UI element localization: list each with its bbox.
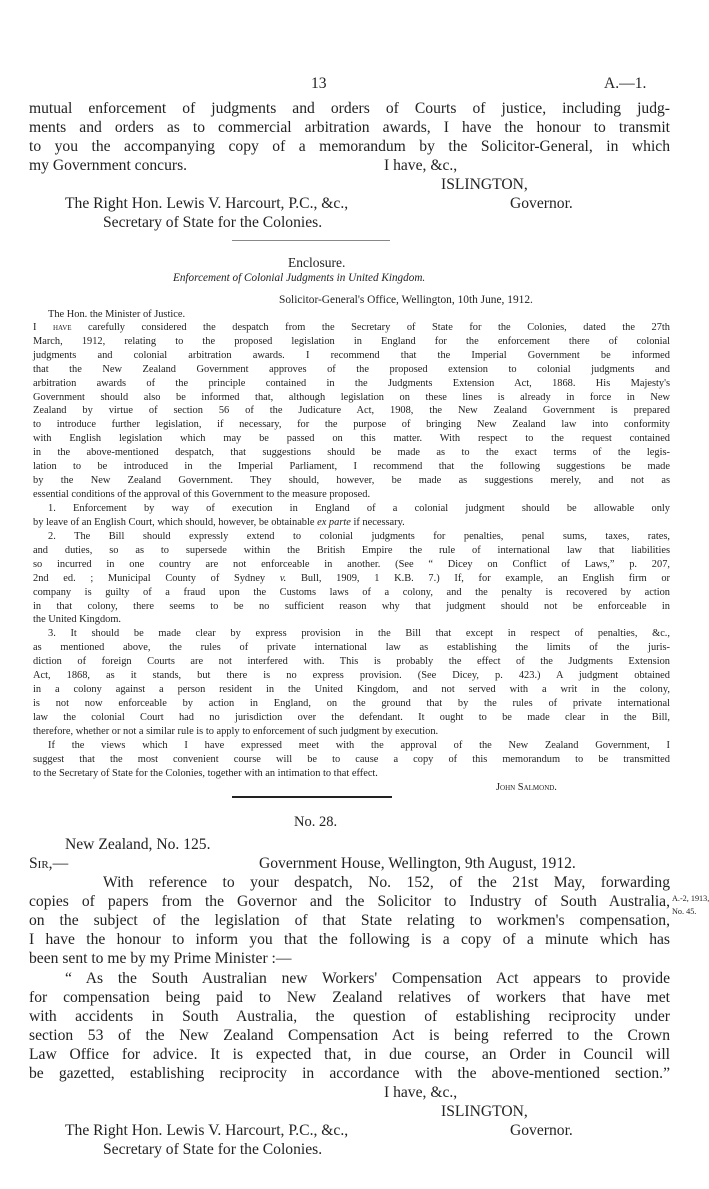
section-divider-heavy <box>232 796 392 798</box>
salutation: Sir,— <box>29 855 69 872</box>
letter-number: No. 28. <box>294 814 338 830</box>
enclosure-heading: Enclosure. <box>288 255 346 270</box>
enclosure-line: March, 1912, relating to the proposed legislation in England for the enforcement there of colonial <box>33 336 670 347</box>
body-line: mutual enforcement of judgments and orders of Courts of justice, including judg- <box>29 100 670 117</box>
enclosure-line: company is guilty of a fraud upon the Customs laws of a colony, and the penalty is recovered by action <box>33 587 670 598</box>
enclosure-line: with English legislation which may be passed on this matter. With respect to the request contained <box>33 433 670 444</box>
enclosure-line: Act, 1868, as it stands, but there is no express provision. (See Dicey, p. 423.) A judgment obtained <box>33 670 670 681</box>
signer-title: Governor. <box>510 195 573 212</box>
addressee-line: Secretary of State for the Colonies. <box>103 1141 323 1158</box>
margin-reference: No. 45. <box>672 907 697 916</box>
paper-reference: A.—1. <box>604 75 647 92</box>
signer-name: ISLINGTON, <box>441 1103 528 1120</box>
enclosure-line: in a colony against a person resident in the United Kingdom, and not served with a writ in the colony, <box>33 684 670 695</box>
enclosure-line: as mentioned above, the rules of private international law as establishing the limits of the juris- <box>33 642 670 653</box>
enclosure-line: Government should also be informed that, although legislation on these lines is already in force in New <box>33 392 670 403</box>
letter-line: copies of papers from the Governor and the Solicitor to Industry of South Australia, <box>29 893 670 910</box>
enclosure-line: in the above-mentioned despatch, that suggestions should be made as to the exact terms of the legis- <box>33 447 670 458</box>
signer-name: ISLINGTON, <box>441 176 528 193</box>
enclosure-line: If the views which I have expressed meet with the approval of the New Zealand Government, I <box>48 740 670 751</box>
enclosure-line: 3. It should be made clear by express provision in the Bill that except in respect of penalties, &c., <box>48 628 670 639</box>
enclosure-line: by leave of an English Court, which should, however, be obtainable ex parte if necessary. <box>33 517 405 528</box>
enclosure-line: 2. The Bill should expressly extend to colonial judgments for penalties, penal sums, taxes, rates, <box>48 531 670 542</box>
enclosure-title: Enforcement of Colonial Judgments in United Kingdom. <box>173 272 426 284</box>
enclosure-line: and duties, so as to supersede within the British Empire the rule of international law that liabilities <box>33 545 670 556</box>
enclosure-dateline: Solicitor-General's Office, Wellington, 10th June, 1912. <box>279 294 533 306</box>
body-line: to you the accompanying copy of a memorandum by the Solicitor-General, in which <box>29 138 670 155</box>
letter-line: with accidents in South Australia, the question of establishing reciprocity under <box>29 1008 670 1025</box>
enclosure-line: arbitration awards of the principle contained in the Judgments Extension Act, 1868. His Majesty's <box>33 378 670 389</box>
enclosure-line: the United Kingdom. <box>33 614 122 625</box>
letter-line: I have the honour to inform you that the following is a copy of a minute which has <box>29 931 670 948</box>
enclosure-line: essential conditions of the approval of this Government to the measure proposed. <box>33 489 371 500</box>
page-number: 13 <box>311 75 327 92</box>
letter-line: for compensation being paid to New Zealand relatives of workers that have met <box>29 989 670 1006</box>
letter-line: “ As the South Australian new Workers' Compensation Act appears to provide <box>65 970 670 987</box>
enclosure-line: that the New Zealand Government approves of the proposed extension to colonial judgments and <box>33 364 670 375</box>
closing-text: I have, &c., <box>384 157 458 174</box>
enclosure-line: by the New Zealand Government. They should, however, be made as suggestions merely, and not as <box>33 475 670 486</box>
enclosure-line: diction of foreign Courts are not interfered with. This is probably the effect of the Judgments Extension <box>33 656 670 667</box>
enclosure-line: is not now enforceable by action in England, on the ground that by the rules of private international <box>33 698 670 709</box>
enclosure-signature: John Salmond. <box>496 782 557 793</box>
letter-line: on the subject of the legislation of that State relating to workmen's compensation, <box>29 912 670 929</box>
section-divider <box>232 240 390 241</box>
letter-line: be gazetted, establishing reciprocity in accordance with the above-mentioned section.” <box>29 1065 670 1082</box>
enclosure-line: therefore, whether or not a similar rule is to apply to enforcement of such judgment by execution. <box>33 726 439 737</box>
enclosure-line: 2nd ed. ; Municipal County of Sydney v. Bull, 1909, 1 K.B. 7.) If, for example, an English firm or <box>33 573 671 584</box>
enclosure-line: so incurred in one country are not enforceable in another. (See “ Dicey on Conflict of Laws,” p. 207, <box>33 559 670 570</box>
enclosure-line: I have carefully considered the despatch from the Secretary of State for the Colonies, dated the 27th <box>33 322 670 333</box>
enclosure-line: suggest that the most convenient course will be to cause a copy of this memorandum to be transmitted <box>33 754 670 765</box>
signer-title: Governor. <box>510 1122 573 1139</box>
enclosure-line: to the Secretary of State for the Colonies, together with an intimation to that effect. <box>33 768 378 779</box>
enclosure-line: 1. Enforcement by way of execution in England of a colonial judgment should be allowable only <box>48 503 670 514</box>
letter-line: With reference to your despatch, No. 152, of the 21st May, forwarding <box>103 874 670 891</box>
enclosure-line: lation to be introduced in the Imperial Parliament, I recommend that the following suggestions be made <box>33 461 670 472</box>
letter-line: Law Office for advice. It is expected that, in due course, an Order in Council will <box>29 1046 670 1063</box>
enclosure-line: to introduce further legislation, if necessary, for the purpose of bringing New Zealand law into conformity <box>33 419 670 430</box>
letter-dateline: Government House, Wellington, 9th August, 1912. <box>259 855 576 872</box>
letter-line: been sent to me by my Prime Minister :— <box>29 950 292 967</box>
enclosure-line: in that colony, there seems to be no sufficient reason why that judgment should not be enforceable in <box>33 601 670 612</box>
enclosure-addressee: The Hon. the Minister of Justice. <box>48 309 186 320</box>
enclosure-line: judgments and colonial arbitration awards. I recommend that the Imperial Government be informed <box>33 350 670 361</box>
letter-reference: New Zealand, No. 125. <box>65 836 211 853</box>
enclosure-line: law the colonial Court had no jurisdiction over the defendant. It ought to be made clear in the Bill, <box>33 712 670 723</box>
body-line: ments and orders as to commercial arbitration awards, I have the honour to transmit <box>29 119 670 136</box>
closing-text: I have, &c., <box>384 1084 458 1101</box>
addressee-line: The Right Hon. Lewis V. Harcourt, P.C., &c., <box>65 1122 349 1139</box>
body-line: my Government concurs. <box>29 157 188 174</box>
enclosure-line: Zealand by virtue of section 56 of the Judicature Act, 1908, the New Zealand Government is prepared <box>33 405 670 416</box>
margin-reference: A.-2, 1913, <box>672 894 709 903</box>
addressee-line: Secretary of State for the Colonies. <box>103 214 323 231</box>
addressee-line: The Right Hon. Lewis V. Harcourt, P.C., &c., <box>65 195 349 212</box>
letter-line: section 53 of the New Zealand Compensation Act is being referred to the Crown <box>29 1027 670 1044</box>
